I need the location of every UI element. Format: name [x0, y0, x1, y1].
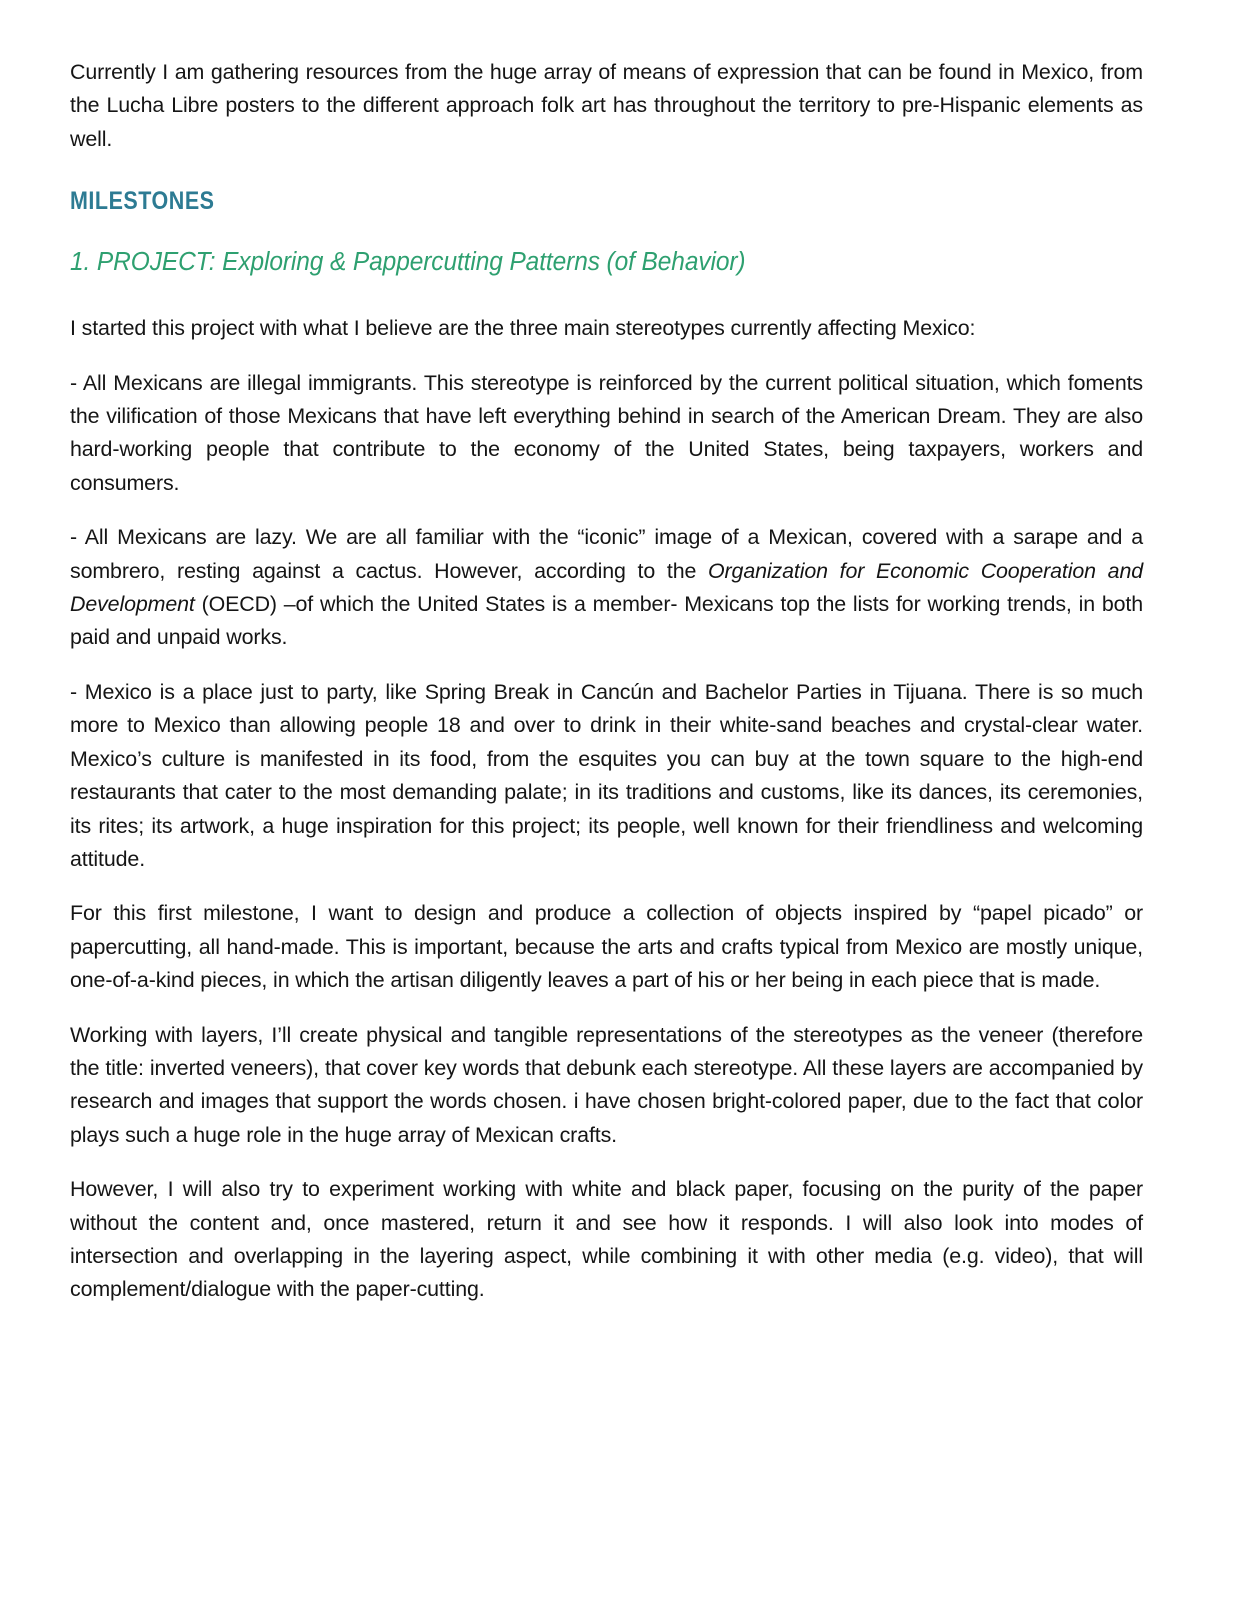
paragraph-intro: Currently I am gathering resources from the huge array of means of expression that can be found in Mexico, from the Lucha Libre posters to the different approach folk art has throughout the territory to pre-Hispanic elements as well. — [70, 60, 1143, 151]
paragraph-stereotype-illegal-immigrants: - All Mexicans are illegal immigrants. This stereotype is reinforced by the current political situation, which foments the vilification of those Mexicans that have left everything behind in search of the American Dream. They are also hard-working people that contribute to the economy of the United States, being taxpayers, workers and consumers. — [70, 370, 1143, 495]
oecd-organization-name-italic: Organization for Economic Cooperation and Development — [70, 558, 1143, 617]
paragraph-stereotypes-intro: I started this project with what I believe are the three main stereotypes currently affecting Mexico: — [70, 316, 976, 341]
document-body — [70, 56, 1143, 1307]
subheading-project-one: 1. PROJECT: Exploring & Pappercutting Patterns (of Behavior) — [70, 248, 746, 277]
paragraph-stereotype-lazy — [70, 521, 1143, 655]
paragraph-working-with-layers: Working with layers, I’ll create physical and tangible representations of the stereotypes as the veneer (therefore the title: inverted veneers), that cover key words that debunk each stereotype. All these layers are accompanied by research and images that support the words chosen. i have chosen bright-colored paper, due to the fact that color plays such a huge role in the huge array of Mexican crafts. — [70, 1022, 1143, 1147]
paragraph-white-black-experiment: However, I will also try to experiment working with white and black paper, focusing on the purity of the paper without the content and, once mastered, return it and see how it responds. I will also look into modes of intersection and overlapping in the layering aspect, while combining it with other media (e.g. video), that will complement/dialogue with the paper-cutting. — [70, 1177, 1143, 1302]
stereotype-lazy-text-after: (OECD) –of which the United States is a member- Mexicans top the lists for working trends, in both paid and unpaid works. — [70, 592, 1143, 650]
paragraph-stereotype-party: - Mexico is a place just to party, like Spring Break in Cancún and Bachelor Parties in Tijuana. There is so much more to Mexico than allowing people 18 and over to drink in their white-sand beaches and crystal-clear water. Mexico’s culture is manifested in its food, from the esquites you can buy at the town square to the high-end restaurants that cater to the most demanding palate; in its traditions and customs, like its dances, its ceremonies, its rites; its artwork, a huge inspiration for this project; its people, well known for their friendliness and welcoming attitude. — [70, 679, 1143, 871]
section-heading-milestones: MILESTONES — [70, 187, 215, 216]
stereotype-lazy-text-before: - All Mexicans are lazy. We are all familiar with the “iconic” image of a Mexican, covered with a sarape and a sombrero, resting against a cactus. However, according to the — [70, 525, 1143, 583]
paragraph-milestone-plan: For this first milestone, I want to design and produce a collection of objects inspired by “papel picado” or papercutting, all hand-made. This is important, because the arts and crafts typical from Mexico are mostly unique, one-of-a-kind pieces, in which the artisan diligently leaves a part of his or her being in each piece that is made. — [70, 901, 1143, 993]
